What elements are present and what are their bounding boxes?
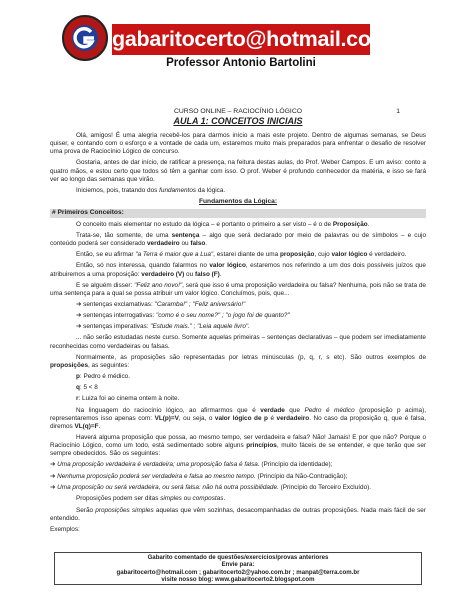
valor-logico-paragraph: Na linguagem do raciocínio lógico, ao afirmarmos que é verdade que Pedro é médico (proposição p acima), representaremos isso apenas com: VL(p)=V, ou seja, o valor lógico de p é verdadeiro. No caso da proposição q, que é falsa, diremos VL(q)=F. (50, 406, 426, 430)
proposition-example: p: Pedro é médico. (76, 373, 130, 381)
tipos-paragraph-2: Serão proposições simples aquelas que vêm sozinhas, desacompanhadas de outras proposições. Nada mais fácil de ser entendido. (50, 506, 426, 522)
lesson-title: AULA 1: CONCEITOS INICIAIS (173, 116, 303, 126)
fundamentos-title: Fundamentos da Lógica: (198, 198, 278, 206)
intro-paragraph-3: Iniciemos, pois, tratando dos fundamentos da lógica. (76, 186, 226, 194)
examples-label: Exemplos: (50, 525, 80, 533)
footer-blog-link[interactable]: visite nosso blog: www.gabaritocerto2.blogspot.com (161, 576, 315, 584)
concept-paragraph-5: E se alguém disser: "Feliz ano novo!", será que isso é uma proposição verdadeira ou falsa? Nenhuma, pois não se trata de uma sentença para a qual se possa atribuir um valor lógico. Concluímos, pois, que... (50, 281, 426, 297)
professor-name: Professor Antonio Bartolini (166, 57, 316, 69)
section-heading: # Primeiros Conceitos: (50, 209, 426, 217)
course-title: CURSO ONLINE – RACIOCÍNIO LÓGICO 1 (173, 108, 400, 115)
arrow-icon: ➔ (50, 484, 58, 492)
list-item: ➔ sentenças imperativas: "Estude mais." ; "Leia aquele livro". (76, 323, 250, 331)
logo-g-icon (64, 17, 106, 59)
principle-item: ➔ Uma proposição ou será verdadeira, ou será falsa: não há outra possibilidade. (Princípio do Terceiro Excluído). (50, 484, 372, 492)
footer-emails[interactable]: gabaritocerto@hotmail.com ; gabaritocerto2@yahoo.com.br ; manpat@terra.com.br (116, 568, 360, 576)
email-banner: gabaritocerto@hotmail.com (112, 24, 370, 55)
footer-line-2: Envie para: (221, 561, 255, 569)
arrow-icon: ➔ (76, 323, 84, 331)
tipos-paragraph-1: Proposições podem ser ditas simples ou compostas. (76, 495, 226, 503)
arrow-icon: ➔ (50, 472, 58, 480)
principle-item: ➔ Uma proposição verdadeira é verdadeira; uma proposição falsa é falsa. (Princípio da identidade); (50, 461, 333, 469)
lesson-content (50, 108, 426, 537)
page-number: 1 (396, 108, 400, 115)
concept-paragraph-3: Então, se eu afirmar "a Terra é maior que a Lua", estarei diante de uma proposição, cujo valor lógico é verdadeiro. (76, 251, 407, 259)
notation-paragraph: Normalmente, as proposições são representadas por letras minúsculas (p, q, r, s etc). São outros exemplos de proposições, as seguintes: (50, 353, 426, 369)
list-item: ➔ sentenças interrogativas: "como é o seu nome?" ; "o jogo foi de quanto?" (76, 312, 290, 320)
proposition-example: q: 5 < 8 (76, 384, 98, 392)
concept-paragraph-1: O conceito mais elementar no estudo da lógica – e portanto o primeiro a ser visto – é o de Proposição. (76, 220, 370, 228)
list-item: ➔ sentenças exclamativas: "Caramba!" ; "Feliz aniversário!" (76, 301, 246, 309)
footer-box (54, 552, 422, 585)
principios-paragraph: Haverá alguma proposição que possa, ao mesmo tempo, ser verdadeira e falsa? Não! Jamais! E por que não? Porque o Raciocínio Lógico, como um todo, está sedimentado sobre alguns princípios, muito fáceis de se entender, e que terão que ser sempre obedecidos. São os seguintes: (50, 433, 426, 458)
gabaritocerto-logo (62, 15, 108, 61)
arrow-icon: ➔ (50, 461, 58, 469)
proposition-example: r: Luiza foi ao cinema ontem à noite. (76, 395, 180, 403)
concept-paragraph-2: Trata-se, tão somente, de uma sentença – algo que será declarado por meio de palavras ou de símbolos – e cujo conteúdo poderá ser considerado verdadeiro ou falso. (50, 231, 427, 247)
concept-paragraph-4: Então, só nos interessa, quando falarmos no valor lógico, estaremos nos referindo a um dos dois possíveis juízos que atribuiremos a uma proposição: verdadeiro (V) ou falso (F). (50, 262, 426, 278)
principle-item: ➔ Nenhuma proposição poderá ser verdadeira e falsa ao mesmo tempo. (Princípio da Não-Contradição); (50, 472, 348, 480)
arrow-icon: ➔ (76, 312, 84, 320)
declarative-note: ... não serão estudadas neste curso. Somente aquelas primeiras – sentenças declarativas – que podem ser imediatamente reconhecidas como verdadeiras ou falsas. (50, 334, 426, 350)
intro-paragraph-1: Olá, amigos! É uma alegria recebê-los para darmos início a mais este projeto. Dentro de algumas semanas, se Deus quiser, e contando com o esforço e a vontade de cada um, estaremos muito mais preparados para enfrentar o desafio de resolver uma prova de Raciocínio Lógico de concurso. (50, 132, 426, 156)
arrow-icon: ➔ (76, 301, 84, 309)
footer-line-1: Gabarito comentado de questões/exercícios/provas anteriores (147, 554, 329, 561)
intro-paragraph-2: Gostaria, antes de dar início, de ratificar a presença, na feitura destas aulas, do Prof. Weber Campos. E um aviso: conto a quatro mãos, e estou certo que todos só têm a ganhar com isso. O prof. Weber é profundo conhecedor da matéria, e isso se fará ver ao longo das semanas que virão. (50, 159, 426, 183)
